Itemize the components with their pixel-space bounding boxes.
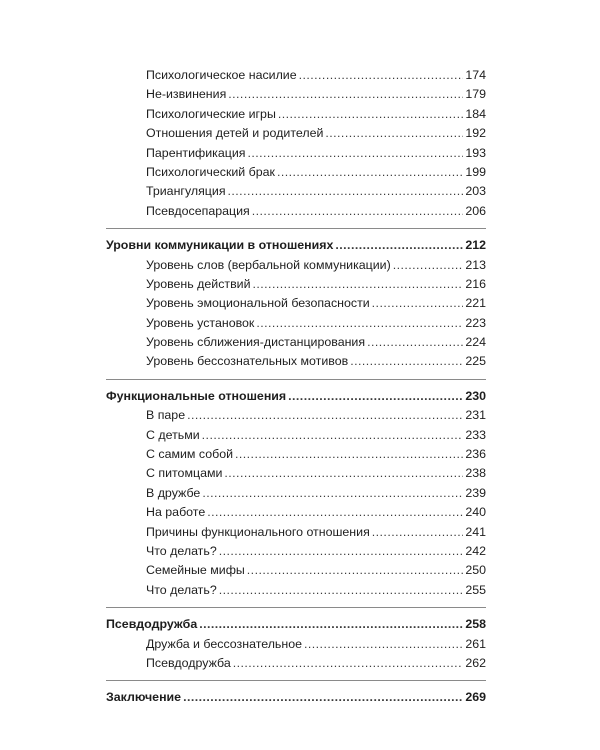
toc-entry-title: Психологический брак xyxy=(146,164,275,179)
dot-leader xyxy=(350,352,463,371)
section-divider xyxy=(106,228,486,229)
dot-leader xyxy=(228,85,463,104)
toc-entry-page-number: 239 xyxy=(465,485,486,500)
toc-entry[interactable] xyxy=(106,523,486,542)
toc-section-heading-title: Функциональные отношения xyxy=(106,388,287,403)
dot-leader xyxy=(199,615,463,634)
dot-leader xyxy=(253,275,464,294)
toc-entry[interactable] xyxy=(106,66,486,85)
toc-entry-title: Отношения детей и родителей xyxy=(146,126,324,141)
toc-section-heading[interactable] xyxy=(106,615,486,634)
toc-entry-title: В паре xyxy=(146,408,186,423)
toc-entry-title: С детьми xyxy=(146,427,200,442)
toc-entry-title: Что делать? xyxy=(146,543,217,558)
toc-entry-title: Причины функционального отношения xyxy=(146,524,370,539)
toc-entry-title: Уровень эмоциональной безопасности xyxy=(146,296,370,311)
dot-leader xyxy=(325,124,463,143)
dot-leader xyxy=(219,542,464,561)
toc-entry-title: Психологические игры xyxy=(146,106,276,121)
toc-entry-page-number: 242 xyxy=(465,543,486,558)
toc-entry-page-number: 192 xyxy=(465,126,486,141)
section-divider xyxy=(106,680,486,681)
dot-leader xyxy=(304,635,463,654)
dot-leader xyxy=(202,484,463,503)
toc-entry-title: Не-извинения xyxy=(146,87,227,102)
toc-entry-page-number: 216 xyxy=(465,276,486,291)
toc-entry-title: Уровень слов (вербальной коммуникации) xyxy=(146,257,391,272)
section-divider xyxy=(106,379,486,380)
toc-entry-title: На работе xyxy=(146,505,206,520)
toc-entry[interactable] xyxy=(106,163,486,182)
dot-leader xyxy=(288,387,463,406)
toc-entry[interactable] xyxy=(106,294,486,313)
toc-entry-title: В дружбе xyxy=(146,485,201,500)
dot-leader xyxy=(247,144,463,163)
toc-section-heading-title: Заключение xyxy=(106,690,182,705)
toc-entry-title: Уровень сближения-дистанцирования xyxy=(146,335,366,350)
toc-entry-title: С самим собой xyxy=(146,447,234,462)
toc-entry[interactable] xyxy=(106,124,486,143)
toc-entry-title: Уровень установок xyxy=(146,315,255,330)
toc-entry[interactable] xyxy=(106,85,486,104)
toc-entry-title: С питомцами xyxy=(146,466,223,481)
toc-entry-page-number: 233 xyxy=(465,427,486,442)
toc-entry-page-number: 255 xyxy=(465,582,486,597)
toc-entry-title: Что делать? xyxy=(146,582,217,597)
toc-entry-page-number: 236 xyxy=(465,447,486,462)
toc-entry[interactable] xyxy=(106,654,486,673)
dot-leader xyxy=(372,523,464,542)
toc-entry[interactable] xyxy=(106,464,486,483)
toc-entry[interactable] xyxy=(106,144,486,163)
toc-entry-page-number: 231 xyxy=(465,408,486,423)
dot-leader xyxy=(219,581,464,600)
toc-entry-page-number: 224 xyxy=(465,335,486,350)
toc-section-heading[interactable] xyxy=(106,387,486,406)
toc-entry-title: Псевдосепарация xyxy=(146,203,250,218)
toc-entry[interactable] xyxy=(106,202,486,221)
toc-entry-page-number: 261 xyxy=(465,636,486,651)
toc-entry-page-number: 179 xyxy=(465,87,486,102)
toc-entry[interactable] xyxy=(106,406,486,425)
toc-entry[interactable] xyxy=(106,503,486,522)
toc-entry[interactable] xyxy=(106,426,486,445)
toc-entry-page-number: 250 xyxy=(465,563,486,578)
toc-section-heading-page-number: 212 xyxy=(465,238,486,253)
toc-entry-page-number: 240 xyxy=(465,505,486,520)
toc-entry-page-number: 221 xyxy=(465,296,486,311)
toc-entry-title: Уровень действий xyxy=(146,276,251,291)
dot-leader xyxy=(335,236,463,255)
dot-leader xyxy=(277,163,463,182)
toc-entry-page-number: 225 xyxy=(465,354,486,369)
dot-leader xyxy=(183,688,463,707)
toc-entry[interactable] xyxy=(106,352,486,371)
toc-entry[interactable] xyxy=(106,445,486,464)
toc-entry[interactable] xyxy=(106,561,486,580)
toc-entry-page-number: 199 xyxy=(465,164,486,179)
dot-leader xyxy=(372,294,464,313)
toc-entry-title: Триангуляция xyxy=(146,184,226,199)
toc-entry-page-number: 262 xyxy=(465,655,486,670)
toc-entry[interactable] xyxy=(106,105,486,124)
toc-section-heading-title: Псевдодружба xyxy=(106,617,198,632)
toc-entry-page-number: 203 xyxy=(465,184,486,199)
toc-entry-title: Дружба и бессознательное xyxy=(146,636,303,651)
toc-section-heading[interactable] xyxy=(106,688,486,707)
dot-leader xyxy=(299,66,464,85)
toc-entry[interactable] xyxy=(106,581,486,600)
toc-section-heading-page-number: 230 xyxy=(465,388,486,403)
toc-section-heading-page-number: 269 xyxy=(465,690,486,705)
toc-entry-page-number: 174 xyxy=(465,68,486,82)
toc-entry-title: Уровень бессознательных мотивов xyxy=(146,354,349,369)
toc-section-heading[interactable] xyxy=(106,236,486,255)
toc-entry-page-number: 241 xyxy=(465,524,486,539)
toc-entry[interactable] xyxy=(106,484,486,503)
dot-leader xyxy=(233,654,464,673)
toc-entry[interactable] xyxy=(106,542,486,561)
dot-leader xyxy=(247,561,464,580)
toc-section-heading-page-number: 258 xyxy=(465,617,486,632)
dot-leader xyxy=(187,406,463,425)
toc-entry-title: Психологическое насилие xyxy=(146,68,297,82)
dot-leader xyxy=(235,445,463,464)
table-of-contents xyxy=(106,66,486,708)
dot-leader xyxy=(202,426,464,445)
toc-entry-page-number: 238 xyxy=(465,466,486,481)
toc-entry-page-number: 206 xyxy=(465,203,486,218)
toc-entry[interactable] xyxy=(106,635,486,654)
toc-entry-page-number: 223 xyxy=(465,315,486,330)
toc-entry[interactable] xyxy=(106,256,486,275)
section-divider xyxy=(106,607,486,608)
dot-leader xyxy=(393,256,464,275)
toc-entry-title: Парентификация xyxy=(146,145,246,160)
dot-leader xyxy=(228,182,464,201)
dot-leader xyxy=(367,333,463,352)
toc-entry[interactable] xyxy=(106,182,486,201)
toc-entry[interactable] xyxy=(106,314,486,333)
dot-leader xyxy=(224,464,463,483)
toc-entry-page-number: 213 xyxy=(465,257,486,272)
toc-entry-title: Псевдодружба xyxy=(146,655,231,670)
toc-entry[interactable] xyxy=(106,275,486,294)
dot-leader xyxy=(256,314,463,333)
toc-entry-title: Семейные мифы xyxy=(146,563,245,578)
toc-section-heading-title: Уровни коммуникации в отношениях xyxy=(106,238,334,253)
dot-leader xyxy=(252,202,464,221)
dot-leader xyxy=(207,503,463,522)
toc-entry-page-number: 193 xyxy=(465,145,486,160)
toc-entry[interactable] xyxy=(106,333,486,352)
dot-leader xyxy=(278,105,463,124)
toc-entry-page-number: 184 xyxy=(465,106,486,121)
